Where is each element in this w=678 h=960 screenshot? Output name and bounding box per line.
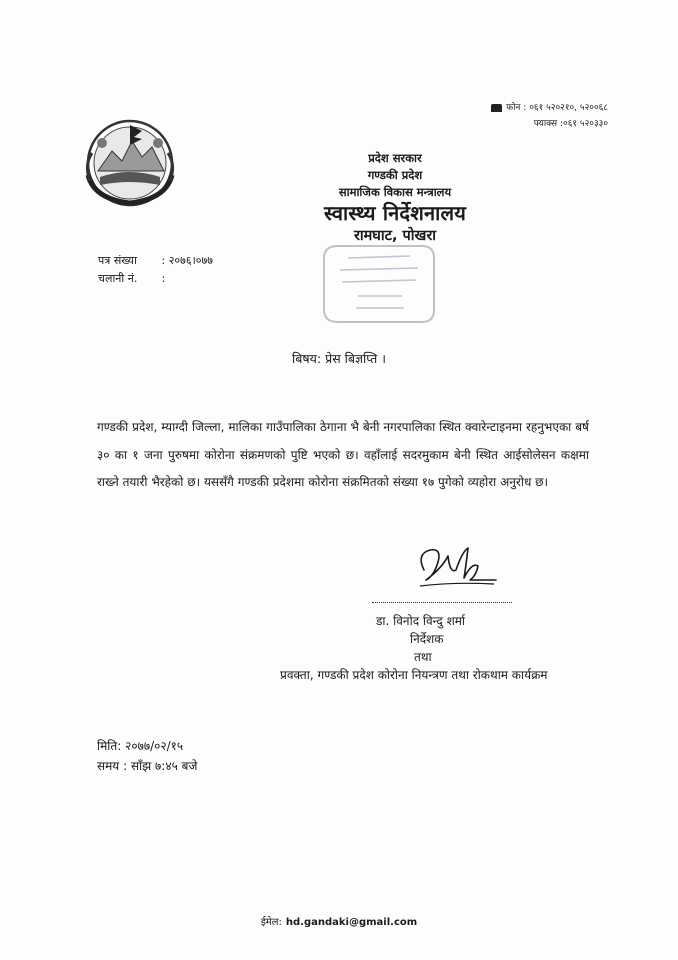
time-value: साँझ ७:४५ बजे xyxy=(130,759,198,773)
signer-role: प्रवक्ता, गण्डकी प्रदेश कोरोना नियन्त्रण तथा रोकथाम कार्यक्रम xyxy=(280,668,548,682)
signer-conjunction: तथा xyxy=(414,650,432,664)
phone-icon xyxy=(491,104,502,112)
date-value: २०७७/०२/१५ xyxy=(125,739,184,753)
letterhead xyxy=(300,150,490,246)
fax-label: फ्याक्स : xyxy=(533,119,564,129)
signature-dotted-line xyxy=(372,600,512,603)
signer-block xyxy=(280,612,610,684)
signer-name: डा. विनोद विन्दु शर्मा xyxy=(376,614,466,628)
fax-value: ०६१ ५२०३३० xyxy=(563,119,608,129)
press-release-body: गण्डकी प्रदेश, म्याग्दी जिल्ला, मालिका गाउँपालिका ठेगाना भै बेनी नगरपालिका स्थित क्वारेन्टाइनमा रहनुभएका बर्ष ३० का १ जना पुरुषमा कोरोना संक्रमणको पुष्टि भएको छ। वहाँलाई सदरमुकाम बेनी स्थित आईसोलेसन कक्षमा राख्ने तयारी भैरहेको छ। यससँगै गण्डकी प्रदेशमा कोरोना संक्रमितको संख्या १७ पुगेको व्यहोरा अनुरोध छ। xyxy=(97,420,589,489)
reference-block: पत्र संख्या : २०७६।०७७ चलानी नं. : xyxy=(98,252,213,288)
ministry-line: सामाजिक विकास मन्त्रालय xyxy=(338,185,452,199)
time-label: समय : xyxy=(97,759,128,773)
handwritten-signature xyxy=(408,540,503,595)
province-line: गण्डकी प्रदेश xyxy=(367,168,423,182)
email-value[interactable]: hd.gandaki@gmail.com xyxy=(285,917,418,928)
govt-line: प्रदेश सरकार xyxy=(368,151,422,165)
office-stamp xyxy=(318,240,440,328)
patra-label: पत्र संख्या xyxy=(98,254,137,267)
date-block xyxy=(97,736,197,776)
footer-email xyxy=(0,914,678,928)
office-location: रामघाट, पोखरा xyxy=(353,228,437,244)
phone-value: ०६१ ५२०२१०, ५२००६८ xyxy=(529,103,608,113)
chalani-label: चलानी नं. xyxy=(98,272,138,285)
subject-line: बिषय: प्रेस बिज्ञप्ति । xyxy=(292,351,386,366)
contact-info xyxy=(491,100,608,132)
office-name: स्वास्थ्य निर्देशनालय xyxy=(323,201,467,225)
signer-title: निर्देशक xyxy=(410,632,444,646)
date-label: मिति: xyxy=(97,739,122,753)
phone-label: फोन : xyxy=(506,103,527,113)
patra-value: २०७६।०७७ xyxy=(168,254,213,267)
nepal-emblem-logo xyxy=(80,113,180,209)
email-label: ईमेल: xyxy=(260,917,282,928)
